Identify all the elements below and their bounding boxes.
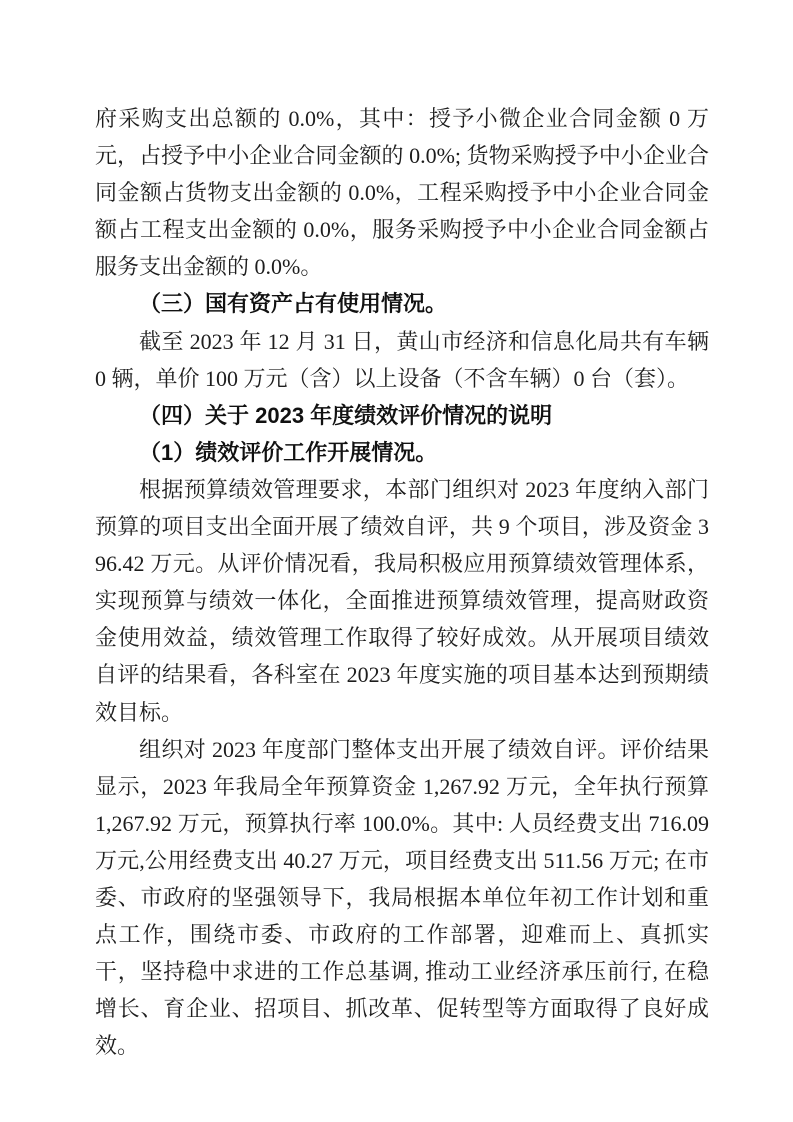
section-heading-performance-evaluation: （四）关于 2023 年度绩效评价情况的说明	[139, 402, 553, 428]
subsection-heading-evaluation-work: （1）绩效评价工作开展情况。	[139, 439, 438, 465]
document-body	[95, 100, 709, 1064]
section-heading-state-assets: （三）国有资产占有使用情况。	[139, 291, 448, 317]
paragraph-state-assets-detail: 截至 2023 年 12 月 31 日，黄山市经济和信息化局共有车辆 0 辆，单价 100 万元（含）以上设备（不含车辆）0 台（套）。	[95, 328, 709, 391]
paragraph-gov-procurement-continued: 府采购支出总额的 0.0%，其中：授予小微企业合同金额 0 万元，占授予中小企业合同金额的 0.0%; 货物采购授予中小企业合同金额占货物支出金额的 0.0%，工程采购授予中小企业合同金额占工程支出金额的 0.0%，服务采购授予中小企业合同金额占服务支出金额的 0.0%。	[95, 106, 709, 280]
paragraph-project-self-evaluation: 根据预算绩效管理要求，本部门组织对 2023 年度纳入部门预算的项目支出全面开展了绩效自评，共 9 个项目，涉及资金 396.42 万元。从评价情况看，我局积极应用预算绩效管理体系，实现预算与绩效一体化，全面推进预算绩效管理，提高财政资金使用效益，绩效管理工作取得了较好成效。从开展项目绩效自评的结果看，各科室在 2023 年度实施的项目基本达到预期绩效目标。	[95, 476, 709, 725]
paragraph-overall-expenditure-evaluation: 组织对 2023 年度部门整体支出开展了绩效自评。评价结果显示，2023 年我局全年预算资金 1,267.92 万元，全年执行预算 1,267.92 万元，预算执行率 100.0%。其中: 人员经费支出 716.09 万元,公用经费支出 40.27 万元，项目经费支出 511.56 万元; 在市委、市政府的坚强领导下，我局根据本单位年初工作计划和重点工作，围绕市委、市政府的工作部署，迎难而上、真抓实干，坚持稳中求进的工作总基调, 推动工业经济承压前行, 在稳增长、育企业、招项目、抓改革、促转型等方面取得了良好成效。	[95, 736, 709, 1059]
